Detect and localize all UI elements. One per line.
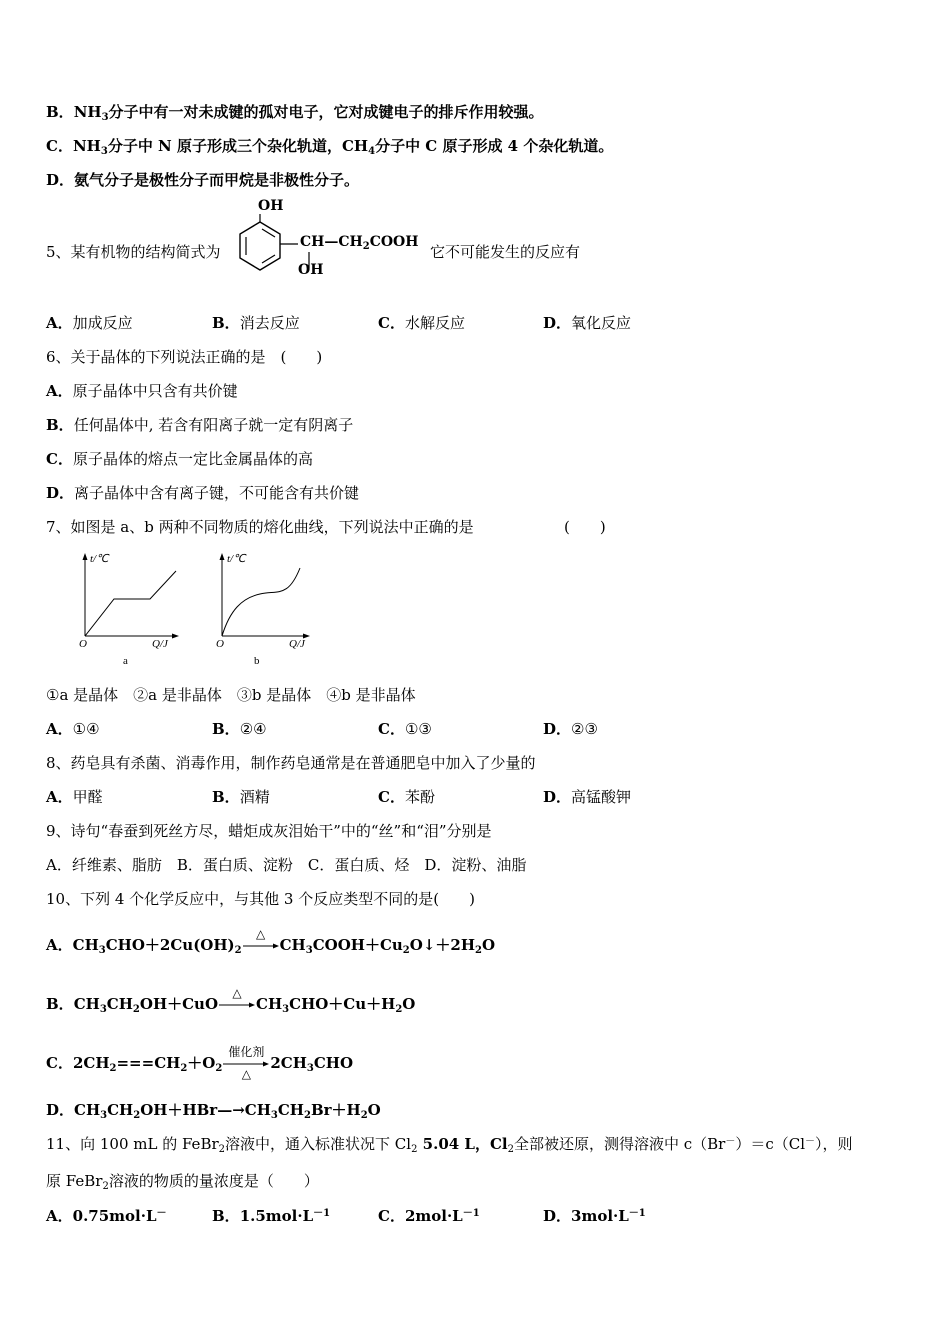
hydroxyl-top: OH — [258, 198, 284, 214]
q7-option-d: D．②③ — [543, 720, 598, 738]
q7-stem: 7、如图是 a、b 两种不同物质的熔化曲线，下列说法中正确的是 — [46, 518, 474, 536]
q7-graph-a — [72, 548, 192, 672]
graph-a-caption: a — [123, 655, 128, 667]
q6-option-d: D．离子晶体中含有离子键，不可能含有共价键 — [46, 484, 360, 502]
q11-stem-line2: 原 FeBr$_2$溶液的物质的量浓度是（ ） — [46, 1172, 319, 1192]
q6-option-c: C．原子晶体的熔点一定比金属晶体的高 — [46, 450, 313, 468]
q7-paren: ( ) — [564, 518, 606, 536]
q11-option-b: B．$1.5mol\cdot L^{-1}$ — [212, 1207, 331, 1225]
q8-option-c: C．苯酚 — [378, 788, 435, 806]
graph-b-origin: O — [216, 638, 224, 650]
graph-a-ylabel: t/℃ — [90, 553, 109, 565]
side-chain: $CH—CH_2COOH$ — [300, 234, 419, 252]
q8-option-b: B．酒精 — [212, 788, 270, 806]
heat-arrow: △ — [243, 943, 279, 949]
q8-stem: 8、药皂具有杀菌、消毒作用，制作药皂通常是在普通肥皂中加入了少量的 — [46, 754, 536, 772]
hydroxyl-bottom: OH — [298, 262, 324, 278]
q6-option-a: A．原子晶体中只含有共价键 — [46, 382, 238, 400]
q10-option-a: A．$CH_3CHO+2Cu(OH)_2$ △ $CH_3COOH+Cu_2O↓+2H_2O$ — [46, 927, 496, 956]
q5-option-b: B．消去反应 — [212, 314, 300, 332]
graph-b-ylabel: t/℃ — [227, 553, 246, 565]
q10-option-c: C．$2CH_2===CH_2+O_2$ 催化剂 △ $2CH_3CHO$ — [46, 1045, 354, 1081]
q10-option-d: D．$CH_3CH_2OH+HBr—\to CH_3CH_2Br+H_2O$ — [46, 1101, 381, 1121]
q11-stem-line1: 11、向 100 mL 的 FeBr$_2$溶液中，通入标准状况下 $Cl_2$ 5.04 L，$Cl_2$全部被还原，测得溶液中 c（Br－）＝c（Cl－），则 — [46, 1135, 853, 1155]
q6-stem: 6、关于晶体的下列说法正确的是 ( ) — [46, 348, 323, 366]
q4-option-b: B．$NH_3$分子中有一对未成键的孤对电子，它对成键电子的排斥作用较强。 — [46, 103, 544, 123]
q11-option-d: D．$3mol\cdot L^{-1}$ — [543, 1207, 646, 1225]
graph-b-caption: b — [254, 655, 260, 667]
catalyst-arrow: 催化剂 △ — [223, 1061, 269, 1067]
q8-option-d: D．高锰酸钾 — [543, 788, 632, 806]
q4-option-d: D．氨气分子是极性分子而甲烷是非极性分子。 — [46, 171, 360, 189]
q4-option-c: C．$NH_3$分子中 N 原子形成三个杂化轨道，$CH_4$分子中 C 原子形成 4 个杂化轨道。 — [46, 137, 614, 157]
q7-graph-b — [210, 548, 330, 672]
graph-a-origin: O — [79, 638, 87, 650]
q11-option-c: C．$2mol\cdot L^{-1}$ — [378, 1207, 480, 1225]
q5-stem: 5、某有机物的结构简式为 — [46, 243, 221, 261]
q11-option-a: A．0.75mol·L－ — [46, 1207, 167, 1225]
q9-stem: 9、诗句“春蚕到死丝方尽，蜡炬成灰泪始干”中的“丝”和“泪”分别是 — [46, 822, 492, 840]
q7-option-b: B．②④ — [212, 720, 267, 738]
q7-option-c: C．①③ — [378, 720, 432, 738]
q10-option-b: B．$CH_3CH_2OH+CuO$ △ $CH_3CHO+Cu+H_2O$ — [46, 986, 416, 1015]
q5-option-a: A．加成反应 — [46, 314, 133, 332]
q7-option-a: A．①④ — [46, 720, 100, 738]
q5-option-d: D．氧化反应 — [543, 314, 632, 332]
graph-a-xlabel: Q/J — [152, 638, 168, 650]
q9-options: A．纤维素、脂肪 B．蛋白质、淀粉 C．蛋白质、烃 D．淀粉、油脂 — [46, 856, 527, 874]
q10-stem: 10、下列 4 个化学反应中，与其他 3 个反应类型不同的是( ) — [46, 890, 475, 908]
q6-option-b: B．任何晶体中, 若含有阳离子就一定有阴离子 — [46, 416, 354, 434]
q5-structure — [238, 196, 428, 284]
q5-stem-end: 它不可能发生的反应有 — [430, 243, 581, 261]
q5-option-c: C．水解反应 — [378, 314, 465, 332]
q7-statements: ①a 是晶体 ②a 是非晶体 ③b 是晶体 ④b 是非晶体 — [46, 686, 416, 704]
q8-option-a: A．甲醛 — [46, 788, 103, 806]
heat-arrow: △ — [219, 1002, 255, 1008]
graph-b-xlabel: Q/J — [289, 638, 305, 650]
